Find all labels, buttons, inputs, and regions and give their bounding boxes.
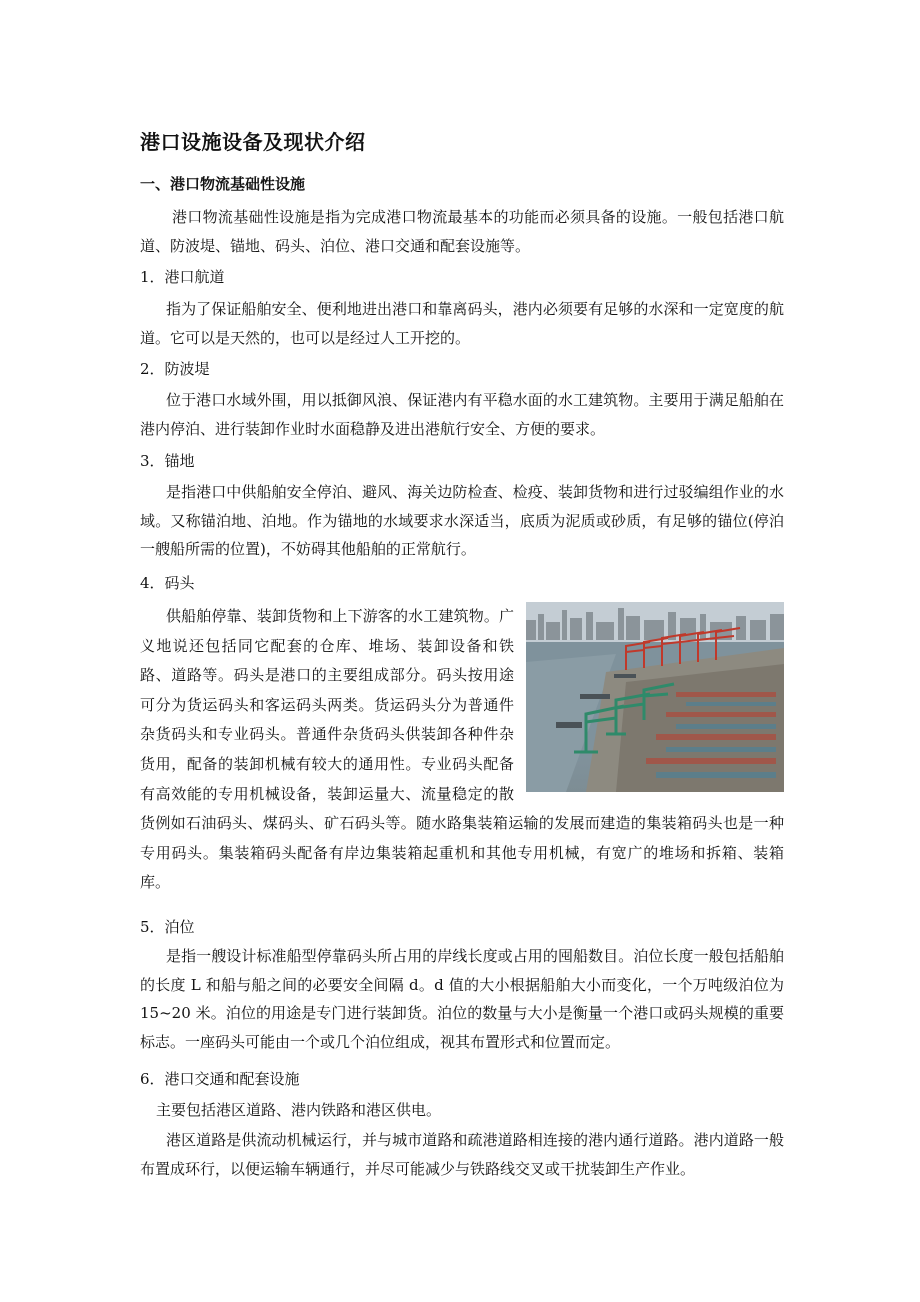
item-text-breakwater: 位于港口水域外围，用以抵御风浪、保证港内有平稳水面的水工建筑物。主要用于满足船舶在港内停泊、进行装卸作业时水面稳静及进出港航行安全、方便的要求。 <box>140 391 784 438</box>
document-title: 港口设施设备及现状介绍 <box>140 130 366 154</box>
wharf-section <box>140 602 784 898</box>
port-photo-illustration <box>526 602 784 792</box>
item-heading-breakwater: 2．防波堤 <box>140 360 210 378</box>
item-heading-traffic: 6．港口交通和配套设施 <box>140 1070 300 1088</box>
document-page <box>140 0 784 1302</box>
final-paragraph: 港区道路是供流动机械运行，并与城市道路和疏港道路相连接的港内通行道路。港内道路一般布置成环行，以便运输车辆通行，并尽可能减少与铁路线交叉或干扰装卸生产作业。 <box>140 1131 784 1178</box>
port-photo <box>526 602 784 792</box>
item-text-channel: 指为了保证船舶安全、便利地进出港口和靠离码头，港内必须要有足够的水深和一定宽度的航道。它可以是天然的，也可以是经过人工开挖的。 <box>140 300 784 347</box>
item-heading-wharf: 4．码头 <box>140 574 195 592</box>
section-heading: 一、港口物流基础性设施 <box>140 175 306 193</box>
item-heading-channel: 1．港口航道 <box>140 268 225 286</box>
item-text-berth: 是指一艘设计标准船型停靠码头所占用的岸线长度或占用的囤船数目。泊位长度一般包括船舶的长度 L 和船与船之间的必要安全间隔 d。d 值的大小根据船舶大小而变化，一个万吨级泊位为 15~20 米。泊位的用途是专门进行装卸货。泊位的数量与大小是衡量一个港口或码头规模的重要标志。一座码头可能由一个或几个泊位组成，视其布置形式和位置而定。 <box>140 947 784 1051</box>
item-heading-anchorage: 3．锚地 <box>140 452 195 470</box>
intro-paragraph: 港口物流基础性设施是指为完成港口物流最基本的功能而必须具备的设施。一般包括港口航道、防波堤、锚地、码头、泊位、港口交通和配套设施等。 <box>140 208 784 255</box>
item-text-anchorage: 是指港口中供船舶安全停泊、避风、海关边防检查、检疫、装卸货物和进行过驳编组作业的水域。又称锚泊地、泊地。作为锚地的水域要求水深适当，底质为泥质或砂质，有足够的锚位(停泊一艘船所需的位置)，不妨碍其他船舶的正常航行。 <box>140 483 784 558</box>
item-text-wharf: 供船舶停靠、装卸货物和上下游客的水工建筑物。广义地说还包括同它配套的仓库、堆场、装卸设备和铁路、道路等。码头是港口的主要组成部分。码头按用途可分为货运码头和客运码头两类。货运码头分为普通件杂货码头和专业码头。普通件杂货码头供装卸各种件杂货用，配备的装卸机械有较大的通用性。专业码头配备有高效能的专用机械设备，装卸运量大、流量稳定的散货例如石油码头、煤码头、矿石码头等。随水路集装箱运输的发展而建造的集装箱码头也是一种专用码头。集装箱码头配备有岸边集装箱起重机和其他专用机械，有宽广的堆场和拆箱、装箱库。 <box>140 607 784 892</box>
item-heading-berth: 5．泊位 <box>140 918 195 936</box>
item-text-traffic: 主要包括港区道路、港内铁路和港区供电。 <box>156 1101 442 1119</box>
